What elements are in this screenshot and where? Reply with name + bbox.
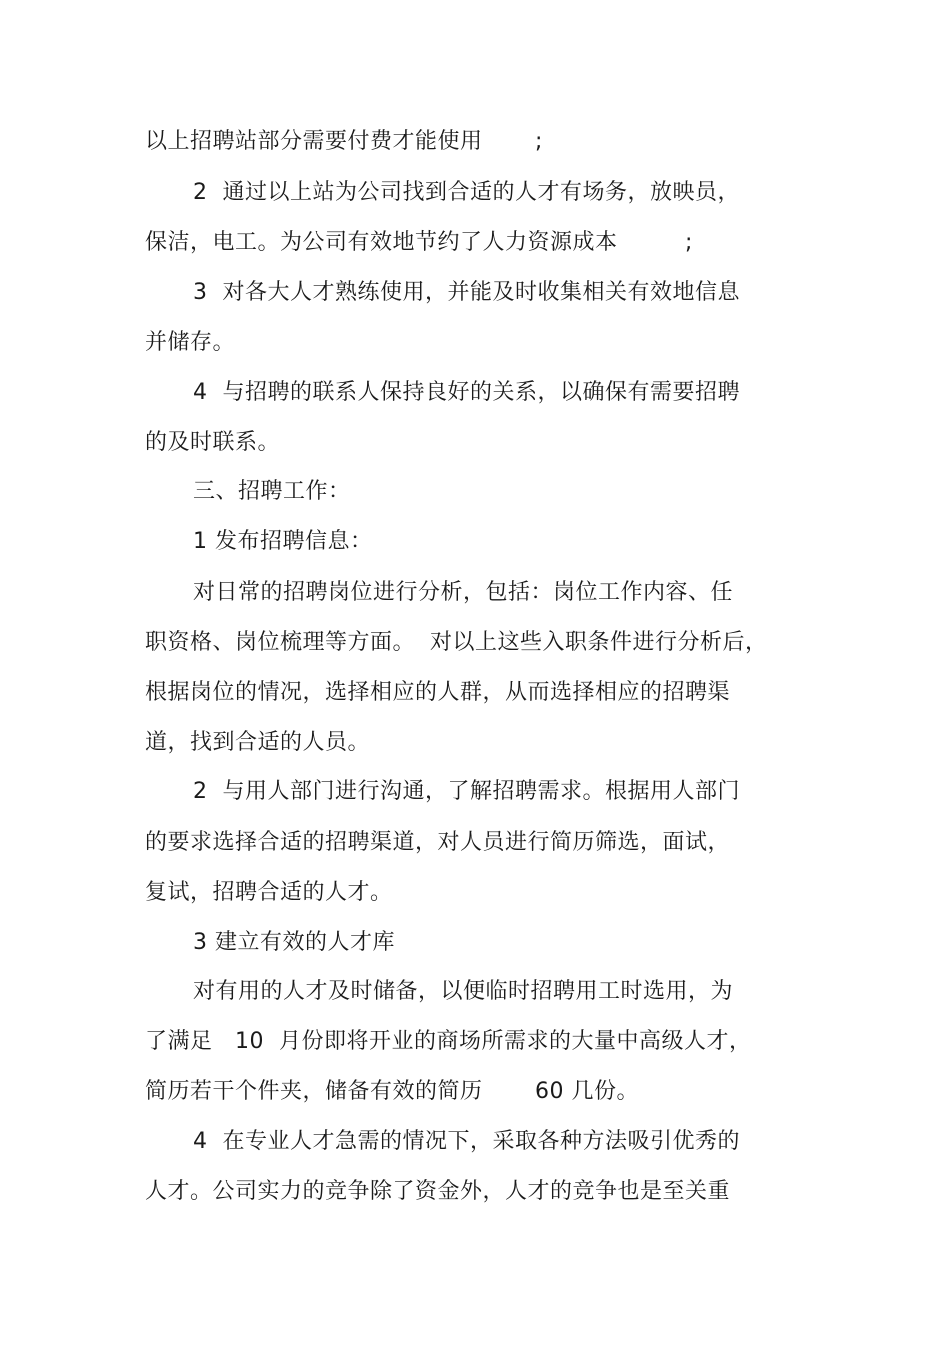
- text-line: 2 与用人部门进行沟通，了解招聘需求。根据用人部门: [193, 779, 740, 804]
- text-line: 道，找到合适的人员。: [145, 730, 371, 755]
- text-line: 2 通过以上站为公司找到合适的人才有场务，放映员，: [193, 180, 740, 205]
- text-line: 4 与招聘的联系人保持良好的关系，以确保有需要招聘: [193, 380, 740, 405]
- text-line: 人才。公司实力的竞争除了资金外，人才的竞争也是至关重: [145, 1179, 731, 1204]
- text-line: 的要求选择合适的招聘渠道，对人员进行简历筛选，面试，: [145, 830, 731, 855]
- text-line: 对有用的人才及时储备，以便临时招聘用工时选用，为: [193, 979, 734, 1004]
- text-line: 保洁，电工。为公司有效地节约了人力资源成本 ;: [145, 230, 693, 255]
- section-heading: 三、招聘工作：: [193, 479, 351, 504]
- text-line: 以上招聘站部分需要付费才能使用 ;: [145, 129, 543, 154]
- text-line: 3 对各大人才熟练使用，并能及时收集相关有效地信息: [193, 280, 740, 305]
- text-line: 了满足 10 月份即将开业的商场所需求的大量中高级人才，: [145, 1029, 752, 1054]
- text-line: 的及时联系。: [145, 430, 281, 455]
- text-line: 职资格、岗位梳理等方面。 对以上这些入职条件进行分析后，: [145, 630, 768, 655]
- subsection-heading: 3 建立有效的人才库: [193, 930, 395, 955]
- text-line: 并储存。: [145, 330, 236, 355]
- text-line: 根据岗位的情况，选择相应的人群，从而选择相应的招聘渠: [145, 680, 731, 705]
- text-line: 对日常的招聘岗位进行分析，包括：岗位工作内容、任: [193, 580, 734, 605]
- text-line: 4 在专业人才急需的情况下，采取各种方法吸引优秀的: [193, 1129, 740, 1154]
- subsection-heading: 1 发布招聘信息：: [193, 529, 373, 554]
- text-line: 简历若干个件夹，储备有效的简历 60 几份。: [145, 1079, 639, 1104]
- text-line: 复试，招聘合适的人才。: [145, 880, 393, 905]
